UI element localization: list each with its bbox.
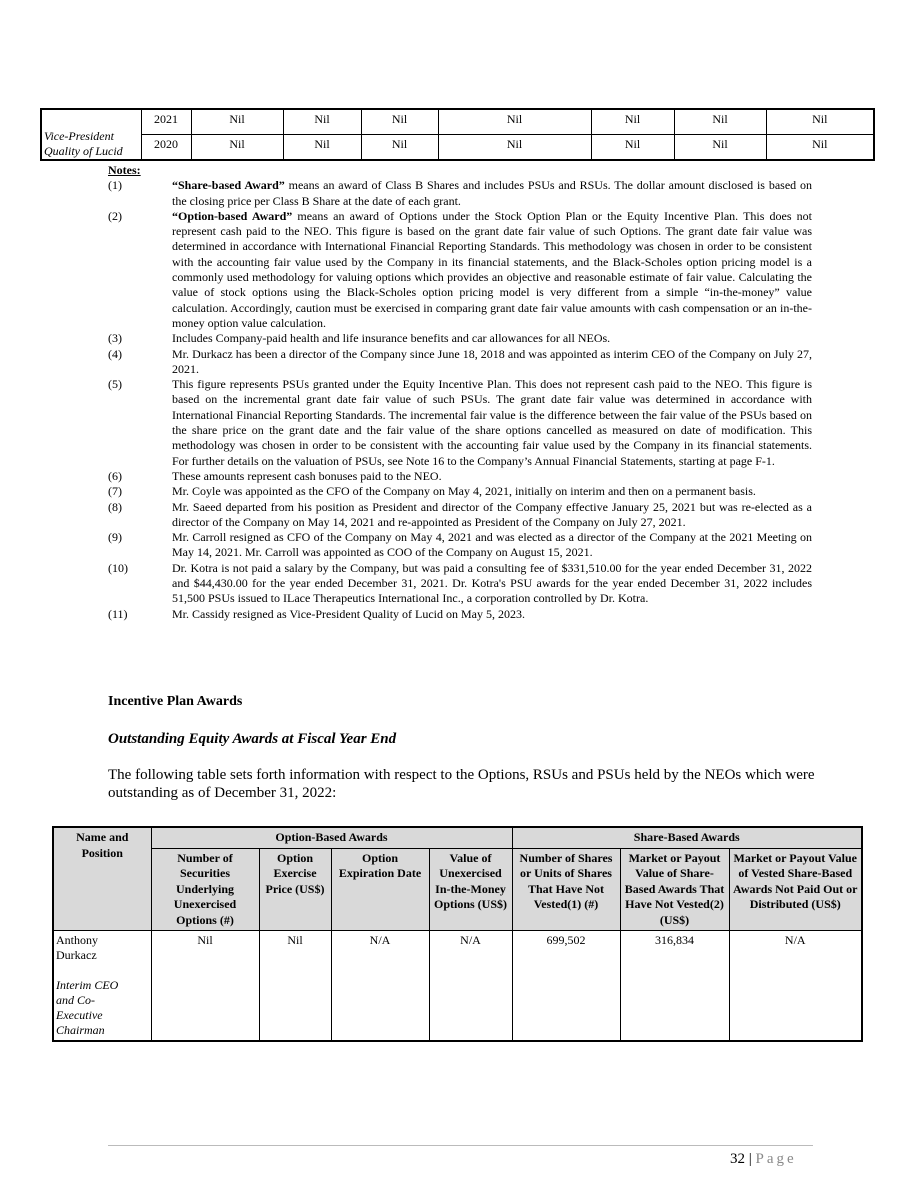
year-cell: 2021 [141,109,191,135]
name-position-header: Name and Position [53,827,151,931]
note-number: (4) [108,346,122,361]
column-header: Option Exercise Price (US$) [259,848,331,931]
value-cell: Nil [766,135,874,161]
note-item [108,377,812,469]
note-item [108,530,812,561]
note-body: Includes Company-paid health and life insurance benefits and car allowances for all NEOs. [172,331,611,346]
page-number: 32 [730,1151,745,1167]
notes-section [108,163,812,622]
notes-title: Notes: [108,163,141,177]
subheading: Outstanding Equity Awards at Fiscal Year End [108,731,397,747]
value-cell: Nil [361,135,438,161]
note-body: Mr. Durkacz has been a director of the Company since June 18, 2018 and was appointed as interim CEO of the Company on July 27, 2021. [172,346,812,376]
note-number: (11) [108,606,128,621]
value-cell: Nil [438,135,591,161]
value-cell: Nil [191,109,283,135]
note-term: “Option-based Award” [172,208,293,223]
value-cell: N/A [331,931,429,1042]
note-number: (2) [108,208,122,223]
note-text [172,530,812,561]
note-text [172,347,812,378]
value-cell: Nil [361,109,438,135]
column-header: Market or Payout Value of Share-Based Awards That Have Not Vested(2) (US$) [620,848,729,931]
value-cell: Nil [438,109,591,135]
value-cell: Nil [674,135,766,161]
note-body: These amounts represent cash bonuses paid to the NEO. [172,468,442,483]
note-item [108,347,812,378]
value-cell: 316,834 [620,931,729,1042]
column-header: Number of Securities Underlying Unexercised Options (#) [151,848,259,931]
table-row [41,109,874,135]
header-row [53,848,862,931]
table-row [41,135,874,161]
table-row [53,931,862,1042]
note-body: Mr. Carroll resigned as CFO of the Company on May 4, 2021 and was elected as a director of the Company at the 2021 Meeting on May 14, 2021. Mr. Carroll was appointed as COO of the Company on August 15, 2021. [172,530,812,560]
note-item [108,331,812,346]
note-number: (6) [108,468,122,483]
page-footer [730,1151,797,1168]
note-text [172,209,812,331]
value-cell: Nil [283,109,361,135]
note-number: (5) [108,377,122,392]
year-cell: 2020 [141,135,191,161]
position-cell: Vice-President Quality of Lucid [41,109,141,160]
header-row [53,827,862,848]
footer-divider [108,1145,813,1146]
value-cell: N/A [429,931,512,1042]
note-text [172,484,812,499]
note-text [172,331,812,346]
note-item [108,607,812,622]
intro-paragraph: The following table sets forth information with respect to the Options, RSUs and PSUs held by the NEOs which were outstanding as of December 31, 2022: [108,767,815,801]
column-header: Option Expiration Date [331,848,429,931]
note-item [108,469,812,484]
compensation-table-continued [40,108,875,161]
column-header: Number of Shares or Units of Shares That Have Not Vested(1) (#) [512,848,620,931]
value-cell: Nil [766,109,874,135]
note-body: Mr. Coyle was appointed as the CFO of the Company on May 4, 2021, initially on interim and then on a permanent basis. [172,484,756,499]
note-body: This figure represents PSUs granted under the Equity Incentive Plan. This does not represent cash paid to the NEO. This figure is based on the incremental grant date fair value of such PSUs. The grant date fair value was determined in accordance with International Financial Reporting Standards. The incremental fair value is the difference between the fair value of the PSUs based on the share price on the grant date and the fair value of the share options cancelled as measured on date of modification. This methodology was chosen in order to be consistent with the accounting fair value used by the Company in its financial statements. For further details on the valuation of PSUs, see Note 16 to the Company’s Annual Financial Statements, starting at page F-1. [172,377,812,468]
note-item [108,561,812,607]
value-cell: N/A [729,931,862,1042]
note-number: (3) [108,331,122,346]
note-text [172,178,812,209]
value-cell: Nil [591,109,674,135]
note-number: (9) [108,530,122,545]
name-position-cell [53,931,151,1042]
note-text [172,500,812,531]
footer-separator: | [748,1151,752,1167]
note-number: (1) [108,178,122,193]
note-item [108,484,812,499]
column-header: Value of Unexercised In-the-Money Options (US$) [429,848,512,931]
note-item [108,178,812,209]
section-heading: Incentive Plan Awards [108,694,243,709]
person-name: Anthony Durkacz [56,933,98,962]
note-text [172,561,812,607]
note-body: Mr. Saeed departed from his position as President and director of the Company effective January 25, 2021 but was re-elected as a director of the Company on May 14, 2021 and re-appointed as President of the Company on July 27, 2021. [172,499,812,529]
note-term: “Share-based Award” [172,178,285,193]
person-position: Interim CEO and Co-Executive Chairman [56,978,119,1037]
share-based-awards-header: Share-Based Awards [512,827,862,848]
value-cell: Nil [151,931,259,1042]
note-body: Dr. Kotra is not paid a salary by the Company, but was paid a consulting fee of $331,510.00 for the year ended December 31, 2022 and $44,430.00 for the year ended December 31, 2021. Dr. Kotra's PSU awards for the year ended December 31, 2022 includes 51,500 PSUs issued to ILace Therapeutics International Inc., a corporation controlled by Dr. Kotra. [172,560,812,606]
note-body: means an award of Options under the Stock Option Plan or the Equity Incentive Plan. This does not represent cash paid to the NEO. This figure is based on the grant date fair value of such Options. The grant date fair value was determined in accordance with International Financial Reporting Standards. This methodology was chosen in order to be consistent with the accounting fair value used by the Company in its financial statements, and the Black-Scholes option pricing model is a commonly used methodology for valuing options which provides an objective and reasonable estimate of fair value. Calculating the value of stock options using the Black-Scholes option pricing model is very different from a simple “in-the-money” value calculation. Accordingly, caution must be exercised in comparing grant date fair value amounts with cash compensation or an in-the-money option value calculation. [172,208,812,330]
outstanding-equity-awards-table [52,826,863,1042]
option-based-awards-header: Option-Based Awards [151,827,512,848]
column-header: Market or Payout Value of Vested Share-Based Awards Not Paid Out or Distributed (US$) [729,848,862,931]
value-cell: Nil [283,135,361,161]
value-cell: Nil [674,109,766,135]
value-cell: Nil [191,135,283,161]
note-number: (8) [108,499,122,514]
note-item [108,209,812,331]
note-text [172,377,812,469]
note-text [172,469,812,484]
note-body: means an award of Class B Shares and includes PSUs and RSUs. The dollar amount disclosed is based on the closing price per Class B Share at the date of each grant. [172,178,813,208]
note-text [172,607,812,622]
note-item [108,500,812,531]
note-number: (10) [108,560,128,575]
value-cell: Nil [591,135,674,161]
value-cell: 699,502 [512,931,620,1042]
page-label: Page [755,1151,797,1167]
note-number: (7) [108,484,122,499]
value-cell: Nil [259,931,331,1042]
note-body: Mr. Cassidy resigned as Vice-President Quality of Lucid on May 5, 2023. [172,606,526,621]
